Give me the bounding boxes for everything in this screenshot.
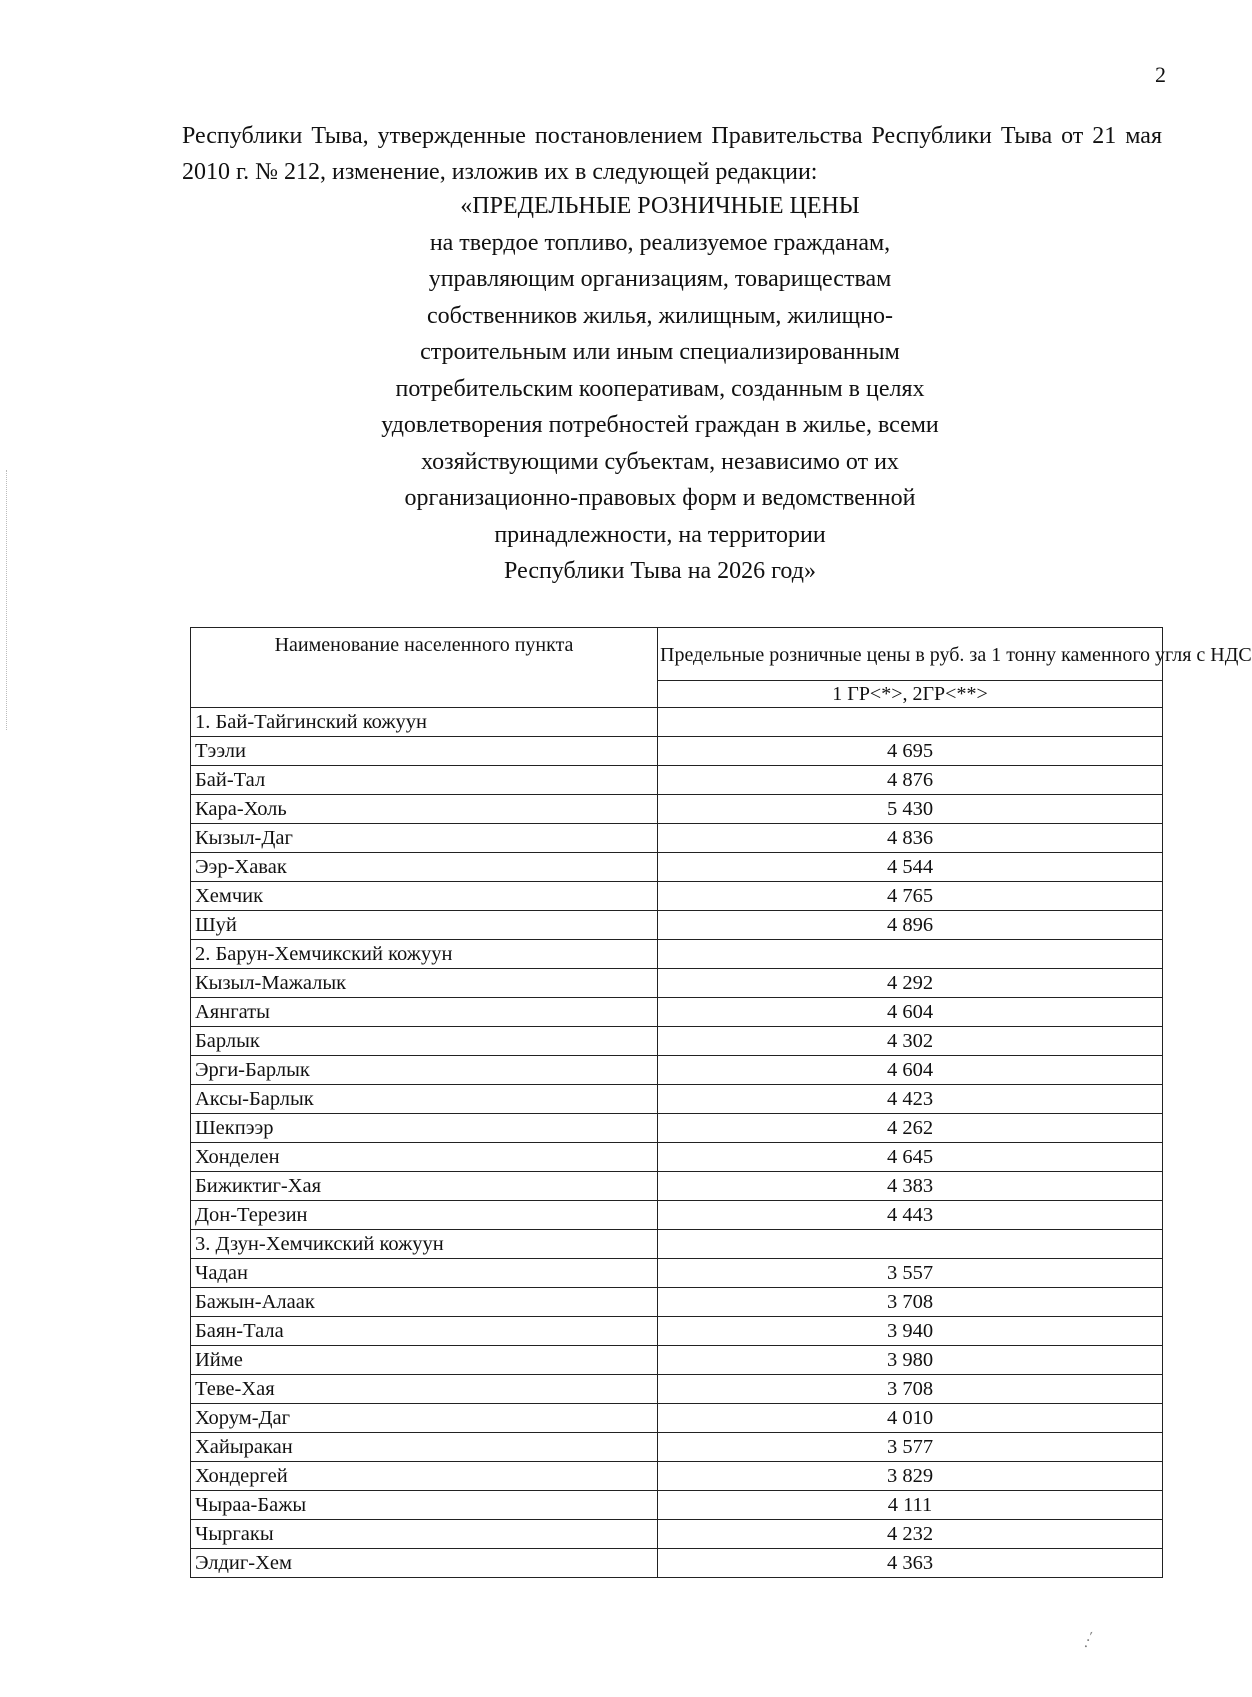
locality-name: Аксы-Барлык	[191, 1085, 658, 1114]
section-title: 1. Бай-Тайгинский кожуун	[191, 708, 658, 737]
price-value: 4 423	[658, 1085, 1163, 1114]
scan-margin-artifact	[6, 470, 9, 730]
locality-name: Ийме	[191, 1346, 658, 1375]
price-value: 3 557	[658, 1259, 1163, 1288]
price-value: 4 604	[658, 998, 1163, 1027]
table-row	[191, 1201, 1163, 1230]
section-price-empty	[658, 940, 1163, 969]
section-title: 2. Барун-Хемчикский кожуун	[191, 940, 658, 969]
table-row	[191, 1346, 1163, 1375]
price-value: 4 232	[658, 1520, 1163, 1549]
price-value: 4 695	[658, 737, 1163, 766]
title-line: принадлежности, на территории	[494, 521, 826, 548]
table-row	[191, 737, 1163, 766]
title-line: Республики Тыва на 2026 год»	[504, 558, 816, 584]
locality-name: Хайыракан	[191, 1433, 658, 1462]
locality-name: Хондергей	[191, 1462, 658, 1491]
locality-name: Барлык	[191, 1027, 658, 1056]
table-row	[191, 1375, 1163, 1404]
price-value: 4 544	[658, 853, 1163, 882]
locality-name: Шекпээр	[191, 1114, 658, 1143]
table-row	[191, 853, 1163, 882]
price-table	[190, 627, 1252, 1578]
table-body	[191, 708, 1163, 1578]
page-number: 2	[1155, 62, 1166, 87]
price-value: 4 604	[658, 1056, 1163, 1085]
price-value: 3 708	[658, 1288, 1163, 1317]
price-value: 4 896	[658, 911, 1163, 940]
table-row	[191, 766, 1163, 795]
table-row	[191, 1114, 1163, 1143]
section-row	[191, 1230, 1163, 1259]
price-value: 4 262	[658, 1114, 1163, 1143]
table-row	[191, 1288, 1163, 1317]
table-row	[191, 1172, 1163, 1201]
table-row	[191, 1520, 1163, 1549]
locality-name: Элдиг-Хем	[191, 1549, 658, 1578]
price-value: 4 292	[658, 969, 1163, 998]
price-value: 4 836	[658, 824, 1163, 853]
locality-name: Дон-Терезин	[191, 1201, 658, 1230]
header-price-groups: 1 ГР<*>, 2ГР<**>	[658, 681, 1163, 708]
locality-name: Кызыл-Мажалык	[191, 969, 658, 998]
document-title	[280, 188, 1040, 590]
price-value: 4 111	[658, 1491, 1163, 1520]
locality-name: Баян-Тала	[191, 1317, 658, 1346]
price-value: 4 363	[658, 1549, 1163, 1578]
price-value: 5 430	[658, 795, 1163, 824]
section-row	[191, 708, 1163, 737]
price-value: 3 940	[658, 1317, 1163, 1346]
title-line: потребительским кооперативам, созданным в целях	[395, 375, 925, 402]
locality-name: Теве-Хая	[191, 1375, 658, 1404]
locality-name: Ээр-Хавак	[191, 853, 658, 882]
header-locality: Наименование населенного пункта	[191, 628, 658, 708]
price-value: 3 829	[658, 1462, 1163, 1491]
table-row	[191, 795, 1163, 824]
title-line: на твердое топливо, реализуемое гражданам,	[429, 229, 891, 256]
title-line: строительным или иным специализированным	[420, 339, 900, 365]
price-value: 4 876	[658, 766, 1163, 795]
price-value: 4 010	[658, 1404, 1163, 1433]
table-row	[191, 1433, 1163, 1462]
title-line: управляющим организациям, товариществам	[428, 266, 892, 292]
header-price: Предельные розничные цены в руб. за 1 тонну каменного угля с НДС	[658, 628, 1163, 681]
locality-name: Эрги-Барлык	[191, 1056, 658, 1085]
locality-name: Бижиктиг-Хая	[191, 1172, 658, 1201]
locality-name: Бажын-Алаак	[191, 1288, 658, 1317]
table-row	[191, 1259, 1163, 1288]
table-row	[191, 1491, 1163, 1520]
locality-name: Хемчик	[191, 882, 658, 911]
price-value: 4 383	[658, 1172, 1163, 1201]
locality-name: Чыраа-Бажы	[191, 1491, 658, 1520]
table-row	[191, 998, 1163, 1027]
locality-name: Шуй	[191, 911, 658, 940]
locality-name: Хонделен	[191, 1143, 658, 1172]
title-line: организационно-правовых форм и ведомственной	[404, 485, 916, 511]
price-value: 4 443	[658, 1201, 1163, 1230]
title-line: удовлетворения потребностей граждан в жилье, всеми	[381, 412, 939, 438]
locality-name: Чадан	[191, 1259, 658, 1288]
price-value: 3 577	[658, 1433, 1163, 1462]
locality-name: Тээли	[191, 737, 658, 766]
table-row	[191, 1404, 1163, 1433]
section-title: 3. Дзун-Хемчикский кожуун	[191, 1230, 658, 1259]
price-value: 4 302	[658, 1027, 1163, 1056]
section-price-empty	[658, 1230, 1163, 1259]
table-row	[191, 1549, 1163, 1578]
table-header-row	[191, 628, 1163, 681]
table-row	[191, 969, 1163, 998]
table-row	[191, 1027, 1163, 1056]
locality-name: Аянгаты	[191, 998, 658, 1027]
title-line: хозяйствующими субъектам, независимо от их	[421, 448, 899, 475]
locality-name: Кара-Холь	[191, 795, 658, 824]
table-row	[191, 824, 1163, 853]
table-row	[191, 882, 1163, 911]
price-value: 3 708	[658, 1375, 1163, 1404]
locality-name: Кызыл-Даг	[191, 824, 658, 853]
table-row	[191, 1056, 1163, 1085]
table-row	[191, 1462, 1163, 1491]
table-row	[191, 1317, 1163, 1346]
locality-name: Бай-Тал	[191, 766, 658, 795]
locality-name: Чыргакы	[191, 1520, 658, 1549]
section-row	[191, 940, 1163, 969]
scan-mark: .·´	[1078, 1629, 1100, 1652]
table-row	[191, 1143, 1163, 1172]
price-value: 4 645	[658, 1143, 1163, 1172]
table-row	[191, 911, 1163, 940]
section-price-empty	[658, 708, 1163, 737]
table-row	[191, 1085, 1163, 1114]
locality-name: Хорум-Даг	[191, 1404, 658, 1433]
price-value: 4 765	[658, 882, 1163, 911]
title-line: «ПРЕДЕЛЬНЫЕ РОЗНИЧНЫЕ ЦЕНЫ	[460, 193, 860, 219]
price-value: 3 980	[658, 1346, 1163, 1375]
intro-paragraph: Республики Тыва, утвержденные постановлением Правительства Республики Тыва от 21 мая 2010 г. № 212, изменение, изложив их в следующей редакции:	[182, 123, 1162, 185]
title-line: собственников жилья, жилищным, жилищно-	[427, 302, 893, 329]
